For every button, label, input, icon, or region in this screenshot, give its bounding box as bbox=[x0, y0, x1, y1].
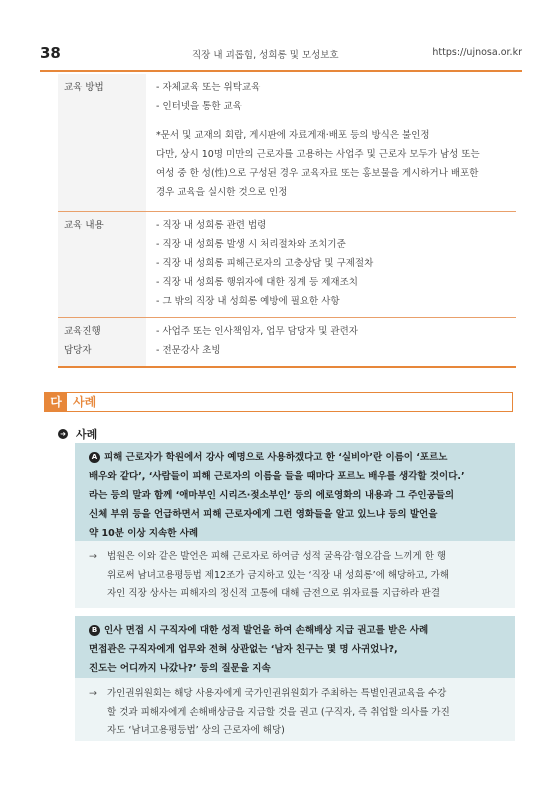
list-item: - 인터넷을 통한 교육 bbox=[156, 101, 242, 112]
case-title bbox=[75, 443, 515, 541]
case-title-line: 배우와 같다’, ‘사람들이 피해 근로자의 이름을 들을 때마다 포르노 배우를 생각할 것이다.’ bbox=[89, 471, 465, 482]
case-title-line: 진도는 어디까지 나갔나?’ 등의 질문을 지속 bbox=[89, 663, 271, 674]
cases-heading bbox=[58, 426, 97, 442]
case-badge: A bbox=[89, 452, 100, 463]
case-title-line: 면접관은 구직자에게 업무와 전혀 상관없는 ‘남자 친구는 몇 명 사귀었나?, bbox=[89, 644, 398, 655]
case-result-line: 위로써 남녀고용평등법 제12조가 금지하고 있는 ‘직장 내 성희롱’에 해당하고, 가해 bbox=[107, 569, 449, 581]
table-row bbox=[58, 211, 516, 317]
list-item: - 자체교육 또는 위탁교육 bbox=[156, 82, 261, 93]
row-content bbox=[146, 211, 516, 317]
case-result-line: 자도 ‘남녀고용평등법’ 상의 근로자에 해당) bbox=[107, 725, 285, 736]
list-item: - 사업주 또는 인사책임자, 업무 담당자 및 관련자 bbox=[156, 325, 358, 337]
list-item: - 직장 내 성희롱 관련 법령 bbox=[156, 219, 267, 231]
case-result bbox=[75, 678, 515, 741]
case-card bbox=[75, 616, 515, 741]
case-result-line: 가인권위원회는 해당 사용자에게 국가인권위원회가 주최하는 특별인권교육을 수강 bbox=[107, 688, 447, 699]
case-result-line: 자인 직장 상사는 피해자의 정신적 고통에 대해 금전으로 위자료를 지급하라 판결 bbox=[107, 588, 441, 599]
case-card bbox=[75, 443, 515, 608]
table-row bbox=[58, 74, 516, 211]
case-result bbox=[75, 541, 515, 608]
page-header bbox=[40, 44, 522, 68]
arrow-right-icon: → bbox=[89, 551, 97, 562]
section-letter: 다 bbox=[45, 393, 67, 411]
case-result-line: 법원은 이와 같은 발언은 피해 근로자로 하여금 성적 굴욕감·혐오감을 느끼게 한 행 bbox=[107, 551, 447, 562]
row-content bbox=[146, 317, 516, 367]
row-label-text: 교육 내용 bbox=[64, 219, 104, 231]
list-item: - 직장 내 성희롱 피해근로자의 고충상담 및 구제절차 bbox=[156, 257, 374, 269]
case-title-line: 약 10분 이상 지속한 사례 bbox=[89, 528, 199, 539]
page-url[interactable]: https://ujnosa.or.kr bbox=[432, 47, 522, 58]
row-label-text: 담당자 bbox=[64, 344, 92, 356]
row-label bbox=[58, 317, 146, 367]
note-line: 여성 중 한 성(性)으로 구성된 경우 교육자료 또는 홍보물을 게시하거나 배포한 bbox=[156, 168, 479, 179]
row-label bbox=[58, 74, 146, 211]
note-line: 경우 교육을 실시한 것으로 인정 bbox=[156, 187, 288, 198]
page-number: 38 bbox=[40, 44, 61, 62]
arrow-right-circle-icon: ➜ bbox=[58, 429, 68, 439]
section-title: 사례 bbox=[73, 395, 97, 409]
case-title-line: 라는 등의 말과 함께 ‘애마부인 시리즈·젖소부인’ 등의 에로영화의 내용과 그 주인공들의 bbox=[89, 490, 455, 501]
case-title bbox=[75, 616, 515, 678]
note-block bbox=[156, 126, 516, 202]
list-item: - 전문강사 초빙 bbox=[156, 344, 221, 356]
row-label bbox=[58, 211, 146, 317]
row-label-text: 교육진행 bbox=[64, 325, 101, 337]
list-item: - 직장 내 성희롱 행위자에 대한 징계 등 제재조치 bbox=[156, 276, 358, 288]
row-content bbox=[146, 74, 516, 211]
list-item: - 그 밖의 직장 내 성희롱 예방에 필요한 사항 bbox=[156, 295, 340, 307]
case-title-line: 신체 부위 등을 언급하면서 피해 근로자에게 그런 영화들을 알고 있느냐 등의 발언을 bbox=[89, 509, 438, 520]
case-title-line: 인사 면접 시 구직자에 대한 성적 발언을 하여 손해배상 지급 권고를 받은 사례 bbox=[104, 625, 429, 636]
case-result-line: 할 것과 피해자에게 손해배상금을 지급할 것을 권고 (구직자, 즉 취업할 의사를 가진 bbox=[107, 706, 450, 718]
row-label-text: 교육 방법 bbox=[64, 82, 104, 93]
note-line: *문서 및 교재의 회람, 게시판에 자료게재·배포 등의 방식은 불인정 bbox=[156, 130, 430, 141]
note-line: 다만, 상시 10명 미만의 근로자를 고용하는 사업주 및 근로자 모두가 남성 또는 bbox=[156, 149, 480, 160]
case-badge: B bbox=[89, 625, 100, 636]
case-title-line: 피해 근로자가 학원에서 강사 예명으로 사용하겠다고 한 ‘실비아’란 이름이 ‘포르노 bbox=[104, 452, 448, 463]
cases-heading-text: 사례 bbox=[76, 428, 98, 441]
header-divider bbox=[40, 70, 522, 72]
section-header bbox=[44, 392, 513, 412]
list-item: - 직장 내 성희롱 발생 시 처리절차와 조치기준 bbox=[156, 238, 346, 250]
page-topic: 직장 내 괴롭힘, 성희롱 및 모성보호 bbox=[192, 50, 339, 61]
table-row bbox=[58, 317, 516, 367]
education-table bbox=[58, 74, 516, 368]
arrow-right-icon: → bbox=[89, 688, 97, 699]
